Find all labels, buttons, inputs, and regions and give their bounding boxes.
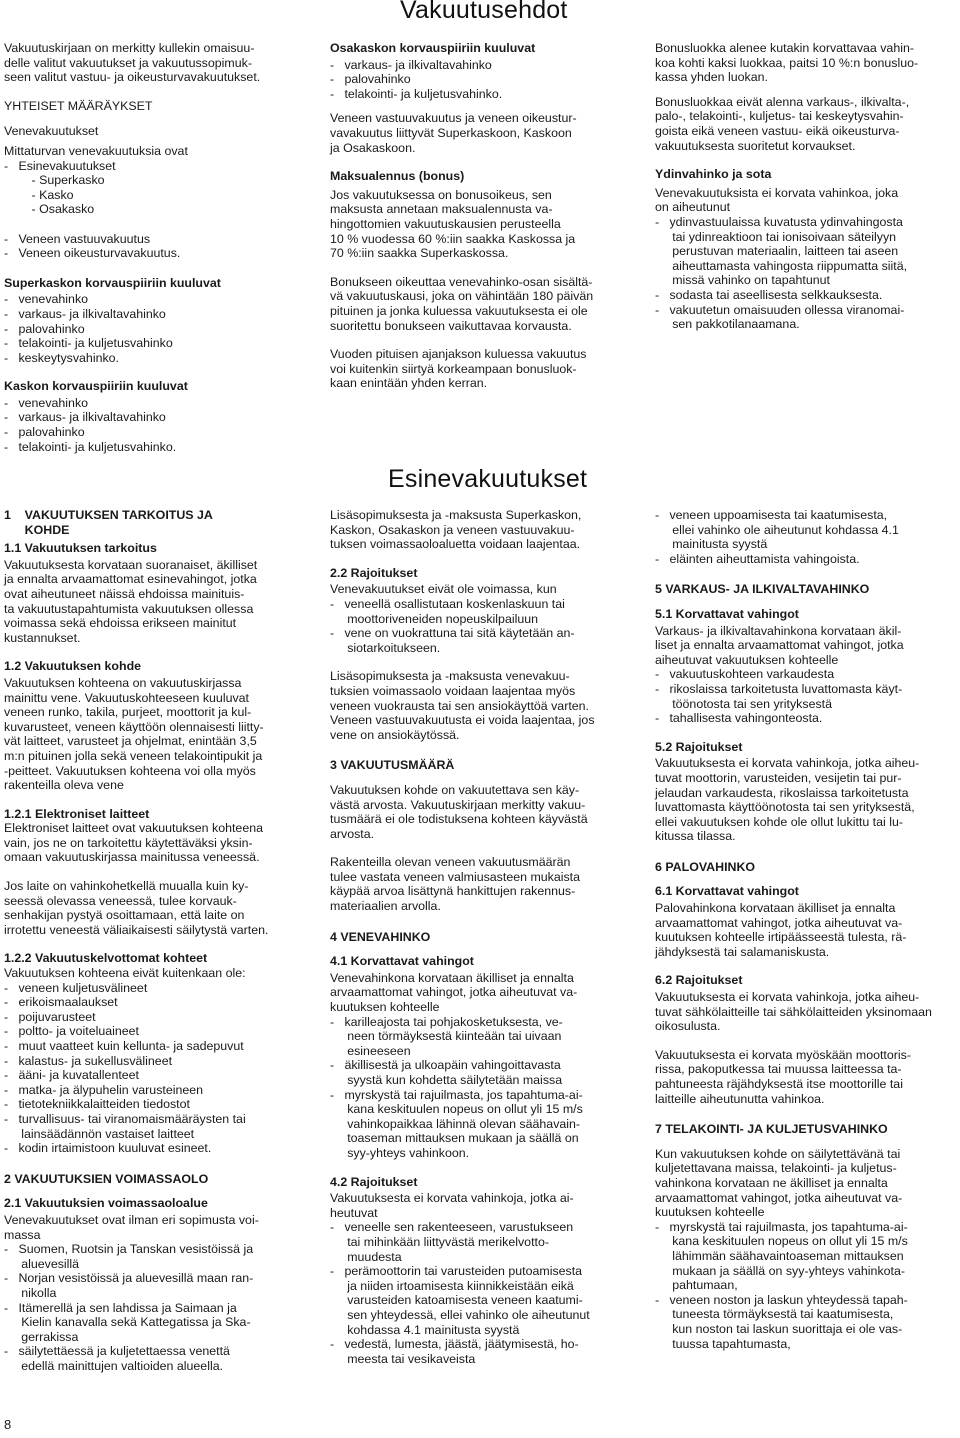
- section-4-1-heading: 4.1 Korvattavat vahingot: [330, 954, 474, 969]
- text-line: ja ennalta arvaamattomat esinevahingot, jotka: [4, 572, 257, 587]
- text-line: ellei vakuutuksen kohde ole ollut lukittu tai lu-: [655, 814, 903, 829]
- text-line: - Kasko: [4, 187, 74, 202]
- text-line: KOHDE: [4, 522, 70, 537]
- section-4-heading: 4 VENEVAHINKO: [330, 929, 431, 944]
- text-line: Elektroniset laitteet ovat vakuutuksen kohteena: [4, 821, 263, 836]
- text-line: - karilleajosta tai pohjakosketuksesta, ve-: [330, 1014, 563, 1029]
- text-line: toaseman mittauksen mukaan ja säällä on: [330, 1131, 579, 1146]
- text-line: aiheuttamasta vahingosta riippumatta siitä,: [655, 258, 908, 273]
- text-line: siotarkoitukseen.: [330, 640, 441, 655]
- section-6-heading: 6 PALOVAHINKO: [655, 859, 756, 874]
- text-line: varusteiden katoamisesta veneen kaatumi-: [330, 1293, 583, 1308]
- text-line: kitussa tilassa.: [655, 829, 736, 844]
- text-line: Veneen vastuuvakuutus ja veneen oikeustur-: [330, 111, 577, 126]
- text-line: voimassa sekä ehdoissa erikseen mainitut: [4, 616, 237, 631]
- text-line: suoritettu bonukseen vaikuttavaa korvausta.: [330, 318, 572, 333]
- text-line: rakenteilla oleva vene: [4, 778, 124, 793]
- text-line: 10 % vuodessa 60 %:iin saakka Kaskossa ja: [330, 231, 576, 246]
- text-line: - perämoottorin tai varusteiden putoamisesta: [330, 1264, 583, 1279]
- text-line: veneen vuokrausta tai sen ansiokäyttöä varten.: [330, 698, 589, 713]
- intro-paragraph: [4, 41, 304, 85]
- section-5-heading: 5 VARKAUS- JA ILKIVALTAVAHINKO: [655, 582, 870, 597]
- text-line: syystä kun kohdetta säilytetään maissa: [330, 1073, 563, 1087]
- text-line: Lisäsopimuksesta ja -maksusta Superkaskon,: [330, 508, 582, 522]
- text-line: aiheutuvat vakuutuksen kohteelle: [655, 652, 839, 667]
- text-line: - veneen uppoamisesta tai kaatumisesta,: [655, 508, 888, 522]
- text-line: - Suomen, Ruotsin ja Tanskan vesistöissä ja: [4, 1242, 254, 1257]
- text-line: ja Osakaskoon.: [330, 140, 416, 155]
- text-line: - vedestä, lumesta, jäästä, jäätymisestä, ho-: [330, 1337, 579, 1352]
- text-line: vahinkopaikkaa lähinnä olevan säähavain-: [330, 1116, 581, 1131]
- text-line: tuvat sähkölaitteille tai sähkölaitteiden yksinomaan: [655, 1004, 932, 1019]
- section-6-1-text: [655, 901, 960, 959]
- text-line: ovat aiheutuneet näissä ehdoissa mainituis-: [4, 586, 245, 601]
- text-line: - poijuvarusteet: [4, 1009, 96, 1024]
- text-line: materiaalien arvolla.: [330, 899, 441, 914]
- text-line: Kaskon, Osakaskon ja veneen vastuuvakuu-: [330, 522, 575, 537]
- text-line: tuksen voimassaoloaluetta voidaan laajentaa.: [330, 537, 581, 552]
- text-line: - muut vaatteet kuin kellunta- ja sadepuvut: [4, 1039, 244, 1053]
- bottom-column-1: [4, 508, 309, 1384]
- text-line: - varkaus- ja ilkivaltavahinko: [4, 410, 166, 425]
- text-line: ja niiden irtoamisesta kiinnikkeistään eikä: [330, 1278, 574, 1293]
- text-line: - veneen noston ja laskun yhteydessä tapah-: [655, 1292, 908, 1307]
- text-line: irrotettu veneestä väliaikaisesti säilytystä varten.: [4, 922, 269, 937]
- text-line: - Veneen oikeusturvavakuutus.: [4, 246, 181, 261]
- text-line: - myrskystä tai rajuilmasta, jos tapahtuma-ai-: [330, 1087, 583, 1102]
- text-line: - varkaus- ja ilkivaltavahinko: [4, 306, 166, 321]
- text-line: kana keskituulen nopeus on ollut yli 15 m/s: [330, 1102, 583, 1117]
- text-line: ta vakuutustapahtumista vakuutuksen ollessa: [4, 601, 254, 616]
- text-line: - Esinevakuutukset: [4, 158, 116, 173]
- section-1-2-1-text-2: [4, 879, 309, 937]
- text-line: Vakuutuksesta ei korvata vahinkoja, jotka aiheu-: [655, 756, 920, 771]
- general-terms-heading: YHTEISET MÄÄRÄYKSET: [4, 98, 153, 113]
- text-line: - Veneen vastuuvakuutus: [4, 231, 151, 246]
- section-2-1-list: [4, 1213, 309, 1374]
- section-7-list: [655, 1147, 960, 1351]
- text-line: vahinkona korvataan ne äkilliset ja ennalta: [655, 1175, 888, 1190]
- section-title-vakuutusehdot: Vakuutusehdot: [400, 0, 568, 24]
- text-line: Vakuutuksesta ei korvata vahinkoja, jotka ai-: [330, 1191, 574, 1206]
- text-line: tusmäärä ei ole todistuksena kohteen käyvästä: [330, 812, 588, 827]
- text-line: mukaan ja säällä on syy-yhteys vahinkota-: [655, 1263, 905, 1278]
- text-line: Kun vakuutuksen kohde on säilytettävänä tai: [655, 1146, 901, 1161]
- text-line: tai mihinkään liittyvästä merikelvotto-: [330, 1234, 549, 1249]
- text-line: vakuutuksesta suoritetut korvaukset.: [655, 138, 856, 153]
- bonus-paragraph-2: [330, 275, 635, 333]
- section-7-heading: 7 TELAKOINTI- JA KULJETUSVAHINKO: [655, 1122, 888, 1137]
- section-3-heading: 3 VAKUUTUSMÄÄRÄ: [330, 758, 455, 773]
- text-line: Vakuutuksesta korvataan suoranaiset, äkilliset: [4, 557, 258, 572]
- text-line: kassa yhden luokan.: [655, 70, 768, 85]
- text-line: Venevahinkona korvataan äkilliset ja ennalta: [330, 970, 574, 985]
- text-line: tuvat moottorin, varusteiden, vesijetin tai pur-: [655, 770, 902, 785]
- section-2-2-list: [330, 582, 635, 655]
- text-line: m:n pituinen jolla sekä veneen telakointipukit ja: [4, 748, 263, 763]
- section-4-2-heading: 4.2 Rajoitukset: [330, 1174, 418, 1189]
- section-3-text: [330, 783, 635, 841]
- text-line: on aiheutunut: [655, 200, 731, 215]
- bonus-paragraph: [330, 188, 635, 261]
- text-line: arvaamattomat vahingot, jotka aiheutuvat va-: [330, 985, 578, 1000]
- text-line: vät laitteet, varusteet ja ohjelmat, enintään 3,5: [4, 734, 257, 749]
- section-4-2-list: [330, 1191, 635, 1366]
- text-line: - äkillisestä ja ulkoapäin vahingoittavasta: [330, 1058, 561, 1073]
- text-line: rissa, pakoputkessa tai muussa laitteessa ta-: [655, 1062, 902, 1077]
- nuclear-war-heading: Ydinvahinko ja sota: [655, 167, 772, 182]
- text-line: perustuvan materiaalin, laitteen tai aseen: [655, 244, 899, 259]
- text-line: Jos laite on vahinkohetkellä muualla kuin ky-: [4, 879, 249, 894]
- text-line: - erikoismaalaukset: [4, 995, 118, 1010]
- text-line: neen törmäyksestä kiinteään tai uivaan: [330, 1029, 562, 1044]
- section-1-2-text: [4, 676, 309, 793]
- text-line: gerrakissa: [4, 1329, 79, 1344]
- section-2-2-heading: 2.2 Rajoitukset: [330, 565, 418, 580]
- text-line: meesta tai vesikaveista: [330, 1351, 476, 1366]
- text-line: Veneen vastuuvakuutusta ei voida laajentaa, jos: [330, 713, 595, 728]
- text-line: - telakointi- ja kuljetusvahinko.: [330, 86, 503, 101]
- text-line: veneen runko, takila, purjeet, moottorit ja kul-: [4, 705, 252, 720]
- text-line: tuussa tapahtumasta,: [655, 1336, 791, 1351]
- text-line: pahtumaan,: [655, 1278, 738, 1293]
- text-line: edellä mainittujen valtioiden alueella.: [4, 1358, 224, 1373]
- section-1-1-text: [4, 558, 309, 646]
- text-line: kana keskituulen nopeus on ollut yli 15 m/s: [655, 1234, 908, 1249]
- text-line: hingottomien vakuutuskausien perusteella: [330, 216, 561, 231]
- text-line: - Superkasko: [4, 173, 105, 188]
- text-line: Bonusluokka alenee kutakin korvattavaa vahin-: [655, 41, 914, 55]
- text-line: seessä olevassa veneessä, tulee korvauk-: [4, 893, 237, 908]
- text-line: Bonukseen oikeuttaa venevahinko-osan sisältä-: [330, 274, 593, 289]
- text-line: Mittaturvan venevakuutuksia ovat: [4, 143, 188, 158]
- text-line: kuutuksen kohteelle irtipäässeestä tulesta, rä-: [655, 930, 907, 945]
- top-column-1: [4, 41, 304, 465]
- text-line: tai ydinreaktioon tai ionisoivaan säteilyyn: [655, 229, 897, 244]
- section-1-2-heading: 1.2 Vakuutuksen kohde: [4, 659, 142, 674]
- osakasko-list: [330, 58, 635, 102]
- text-line: Vakuutuksen kohteena eivät kuitenkaan ole:: [4, 966, 246, 981]
- bonus-heading: Maksualennus (bonus): [330, 169, 465, 184]
- text-line: kun noston tai laskun suorittaja ei ole vas-: [655, 1321, 903, 1336]
- text-line: massa: [4, 1227, 41, 1242]
- text-line: vain, jos ne on tarkoitettu käytettäväksi yksin-: [4, 835, 253, 850]
- text-line: - poltto- ja voiteluaineet: [4, 1024, 139, 1039]
- text-line: senhakijan pystyä osoittamaan, että laite on: [4, 908, 245, 923]
- text-line: - säilytettäessä ja kuljetettaessa venettä: [4, 1344, 230, 1359]
- text-line: Bonusluokkaa eivät alenna varkaus-, ilkivalta-,: [655, 94, 910, 109]
- section-1-2-1-text: [4, 821, 309, 865]
- section-2-1-heading: 2.1 Vakuutuksien voimassaoloalue: [4, 1196, 208, 1211]
- text-line: syy-yhteys vahinkoon.: [330, 1145, 470, 1160]
- text-line: västä arvosta. Vakuutuskirjaan merkitty vakuu-: [330, 797, 586, 812]
- top-column-3: [655, 41, 955, 343]
- text-line: jelaudan varkaudesta, rikoslaissa tarkoitetusta: [655, 785, 909, 800]
- nuclear-war-list: [655, 186, 955, 332]
- bonus-paragraph-3: [330, 347, 635, 391]
- section-1-2-2-heading: 1.2.2 Vakuutuskelvottomat kohteet: [4, 951, 208, 966]
- text-line: - vakuutuskohteen varkaudesta: [655, 667, 835, 682]
- text-line: kuutuksen kohteelle: [655, 1205, 765, 1220]
- text-line: käypää arvoa lisättynä hankittujen rakennus-: [330, 884, 576, 899]
- section-1-2-2-list: [4, 966, 309, 1156]
- section-1-2-1-heading: 1.2.1 Elektroniset laitteet: [4, 806, 150, 821]
- superkasko-list: [4, 292, 304, 365]
- text-line: - ydinvastuulaissa kuvatusta ydinvahingosta: [655, 214, 903, 229]
- osakasko-heading: Osakaskon korvauspiiriin kuuluvat: [330, 41, 536, 55]
- text-line: [4, 217, 304, 232]
- text-line: Kielin kanavalla sekä Kattegatissa ja Ska-: [4, 1315, 251, 1330]
- text-line: sen yhteydessä, ellei vahinko ole aiheutunut: [330, 1307, 590, 1322]
- text-line: arvaamattomat vahingot, jotka aiheutuvat va-: [655, 915, 903, 930]
- text-line: Venevakuutukset eivät ole voimassa, kun: [330, 582, 557, 597]
- section-6-1-heading: 6.1 Korvattavat vahingot: [655, 884, 799, 899]
- text-line: arvosta.: [330, 826, 375, 841]
- section-6-2-heading: 6.2 Rajoitukset: [655, 973, 743, 988]
- text-line: missä vahinko on tapahtunut: [655, 273, 830, 288]
- text-line: - kalastus- ja sukellusvälineet: [4, 1053, 173, 1068]
- boat-insurance-heading: Venevakuutukset: [4, 124, 99, 139]
- text-line: kustannukset.: [4, 630, 81, 645]
- text-line: - varkaus- ja ilkivaltavahinko: [330, 57, 492, 72]
- text-line: Vakuutuksen kohde on vakuutettava sen käy-: [330, 782, 580, 797]
- text-line: 1 VAKUUTUKSEN TARKOITUS JA: [4, 508, 213, 522]
- text-line: töönotosta tai sen yrityksestä: [655, 696, 832, 711]
- text-line: - veneelle sen rakenteeseen, varustukseen: [330, 1220, 574, 1235]
- text-line: - turvallisuus- tai viranomaismääräysten tai: [4, 1111, 246, 1126]
- text-line: maksusta annetaan maksualennusta va-: [330, 202, 553, 217]
- text-line: luvattomasta käyttöönotosta tai sen yrityksestä,: [655, 800, 915, 815]
- text-line: Vakuutuksen kohteena on vakuutuskirjassa: [4, 675, 242, 690]
- section-6-2-text-2: [655, 1048, 960, 1106]
- text-line: - kodin irtaimistoon kuuluvat esineet.: [4, 1141, 212, 1156]
- text-line: goista eikä veneen vastuu- eikä oikeusturva-: [655, 123, 900, 138]
- text-line: kuvarusteet, veneen käyttöön olennaisesti liitty-: [4, 719, 264, 734]
- section-5-1-heading: 5.1 Korvattavat vahingot: [655, 606, 799, 621]
- text-line: seen valitut vastuu- ja oikeusturvavakuutukset.: [4, 70, 261, 85]
- kasko-list: [4, 396, 304, 454]
- text-line: - tahallisesta vahingonteosta.: [655, 711, 823, 726]
- text-line: koa kohti kaksi luokkaa, paitsi 10 %:n bonusluo-: [655, 55, 919, 70]
- text-line: - eläinten aiheuttamista vahingoista.: [655, 551, 860, 566]
- text-line: Jos vakuutuksessa on bonusoikeus, sen: [330, 187, 552, 202]
- text-line: - Osakasko: [4, 202, 95, 217]
- page-number: 8: [4, 1417, 12, 1432]
- text-line: voi kuitenkin siirtyä korkeampaan bonusluok-: [330, 361, 577, 376]
- text-line: heutuvat: [330, 1205, 378, 1220]
- liability-paragraph: [330, 111, 635, 155]
- kasko-heading: Kaskon korvauspiiriin kuuluvat: [4, 379, 188, 394]
- section-2-heading: 2 VAKUUTUKSIEN VOIMASSAOLO: [4, 1171, 209, 1186]
- text-line: Vakuutuskirjaan on merkitty kullekin omaisuu-: [4, 41, 255, 55]
- section-5-2-heading: 5.2 Rajoitukset: [655, 739, 743, 754]
- text-line: nikolla: [4, 1285, 57, 1300]
- text-line: moottoriveneiden nopeuskilpailuun: [330, 611, 539, 626]
- text-line: muudesta: [330, 1249, 402, 1264]
- text-line: sen pakkotilanaamana.: [655, 317, 800, 332]
- text-line: palo-, telakointi-, kuljetus- tai keskeytysvahin-: [655, 109, 904, 124]
- text-line: - vakuutetun omaisuuden ollessa viranomai-: [655, 302, 905, 317]
- text-line: - keskeytysvahinko.: [4, 350, 120, 365]
- text-line: kaan enintään yhden kerran.: [330, 376, 488, 391]
- text-line: - palovahinko: [330, 72, 411, 87]
- section-1-heading: [4, 508, 309, 537]
- text-line: - venevahinko: [4, 395, 89, 410]
- text-line: liset ja ennalta arvaamattomat vahingot, jotka: [655, 638, 904, 653]
- text-line: tuneesta törmäyksestä tai kaatumisesta,: [655, 1307, 894, 1322]
- section-1-1-heading: 1.1 Vakuutuksen tarkoitus: [4, 541, 157, 556]
- text-line: 70 %:iin saakka Superkaskossa.: [330, 246, 509, 261]
- text-line: omaan vakuutuskirjassa mainitussa veneessä.: [4, 850, 260, 865]
- top-column-2: [330, 41, 635, 402]
- text-line: - sodasta tai aseellisesta selkkauksesta.: [655, 287, 883, 302]
- text-line: Varkaus- ja ilkivaltavahinkona korvataan äkil-: [655, 623, 902, 638]
- text-line: vä vakuutuskausi, joka on vähintään 180 päivän: [330, 289, 594, 304]
- text-line: mainitusta syystä: [655, 537, 768, 552]
- text-line: aluevesillä: [4, 1256, 80, 1271]
- text-line: Venevakuutukset ovat ilman eri sopimusta voi-: [4, 1212, 259, 1227]
- text-line: - Norjan vesistöissä ja aluevesillä maan ran-: [4, 1271, 254, 1286]
- text-line: Palovahinkona korvataan äkilliset ja ennalta: [655, 901, 896, 916]
- text-line: - palovahinko: [4, 321, 85, 336]
- text-line: Lisäsopimuksesta ja -maksusta venevakuu-: [330, 669, 570, 684]
- text-line: - tietotekniikkalaitteiden tiedostot: [4, 1097, 190, 1112]
- text-line: - venevahinko: [4, 292, 89, 307]
- text-line: delle valitut vakuutukset ja vakuutussopimuk-: [4, 55, 252, 70]
- text-line: - rikoslaissa tarkoitetusta luvattomasta käyt-: [655, 681, 903, 696]
- text-line: - veneen kuljetusvälineet: [4, 980, 148, 995]
- text-line: esineeseen: [330, 1043, 411, 1058]
- text-line: tulee vastata veneen valmiusasteen mukaista: [330, 869, 581, 884]
- section-2-2-text-2: [330, 669, 635, 742]
- text-line: Rakenteilla olevan veneen vakuutusmäärän: [330, 855, 571, 870]
- text-line: Venevakuutuksista ei korvata vahinkoa, joka: [655, 185, 899, 200]
- bottom-column-2: [330, 508, 635, 1377]
- text-line: jähdyksestä tai salamaniskusta.: [655, 944, 830, 959]
- bottom-column-3: [655, 508, 960, 1362]
- text-line: kohdassa 4.1 mainitusta syystä: [330, 1322, 520, 1337]
- text-line: - veneellä osallistutaan koskenlaskuun tai: [330, 596, 565, 611]
- text-line: pahtuneesta räjähdyksestä itse moottorille tai: [655, 1077, 903, 1091]
- text-line: vene on ansiokäytössä.: [330, 727, 460, 742]
- text-line: mainittu vene. Vakuutuskohteeseen kuuluvat: [4, 690, 249, 705]
- text-line: - telakointi- ja kuljetusvahinko: [4, 336, 173, 351]
- section-5-1-list: [655, 624, 960, 726]
- text-line: arvaamattomat vahingot, jotka aiheutuvat va-: [655, 1190, 903, 1205]
- bonus-class-paragraph: [655, 41, 955, 85]
- text-line: tuksien voimassaolo voidaan laajentaa myös: [330, 683, 576, 698]
- text-line: -peitteet. Vakuutuksen kohteena voi olla myös: [4, 763, 256, 778]
- text-line: Vuoden pituisen ajanjakson kuluessa vakuutus: [330, 347, 587, 362]
- section-5-2-text: [655, 756, 960, 844]
- text-line: lähimmän säähavaintoaseman mittauksen: [655, 1248, 904, 1263]
- section-6-2-text: [655, 990, 960, 1034]
- bonus-class-paragraph-2: [655, 95, 955, 153]
- text-line: vavakuutus liittyvät Superkaskoon, Kaskoon: [330, 125, 572, 140]
- section-title-esinevakuutukset: Esinevakuutukset: [388, 465, 588, 493]
- text-line: - ääni- ja kuvatallenteet: [4, 1068, 139, 1083]
- text-line: lainsäädännön vastaiset laitteet: [4, 1126, 195, 1141]
- section-4-1-list: [330, 971, 635, 1161]
- text-line: - matka- ja älypuhelin varusteineen: [4, 1082, 204, 1097]
- text-line: - vene on vuokrattuna tai sitä käytetään an-: [330, 626, 575, 641]
- section-4-2-list-cont: [655, 508, 960, 566]
- text-line: Vakuutuksesta ei korvata myöskään moottoris-: [655, 1047, 911, 1062]
- extension-paragraph: [330, 508, 635, 552]
- text-line: - telakointi- ja kuljetusvahinko.: [4, 439, 177, 454]
- text-line: pituinen ja jonka kuluessa vakuutuksesta ei ole: [330, 303, 588, 318]
- boat-insurance-list: [4, 144, 304, 261]
- section-3-text-2: [330, 855, 635, 913]
- text-line: - palovahinko: [4, 425, 85, 440]
- text-line: Vakuutuksesta ei korvata vahinkoja, jotka aiheu-: [655, 990, 920, 1005]
- text-line: ellei vahinko ole aiheutunut kohdassa 4.1: [655, 522, 899, 537]
- text-line: oikosulusta.: [655, 1019, 721, 1034]
- text-line: - myrskystä tai rajuilmasta, jos tapahtuma-ai-: [655, 1219, 908, 1234]
- text-line: kuljetettavana maissa, telakointi- ja kuljetus-: [655, 1161, 897, 1176]
- text-line: - Itämerellä ja sen lahdissa ja Saimaan ja: [4, 1300, 237, 1315]
- superkasko-heading: Superkaskon korvauspiiriin kuuluvat: [4, 275, 221, 290]
- text-line: kuutuksen kohteelle: [330, 1000, 440, 1015]
- text-line: laitteille aiheutunutta vahinkoa.: [655, 1091, 825, 1106]
